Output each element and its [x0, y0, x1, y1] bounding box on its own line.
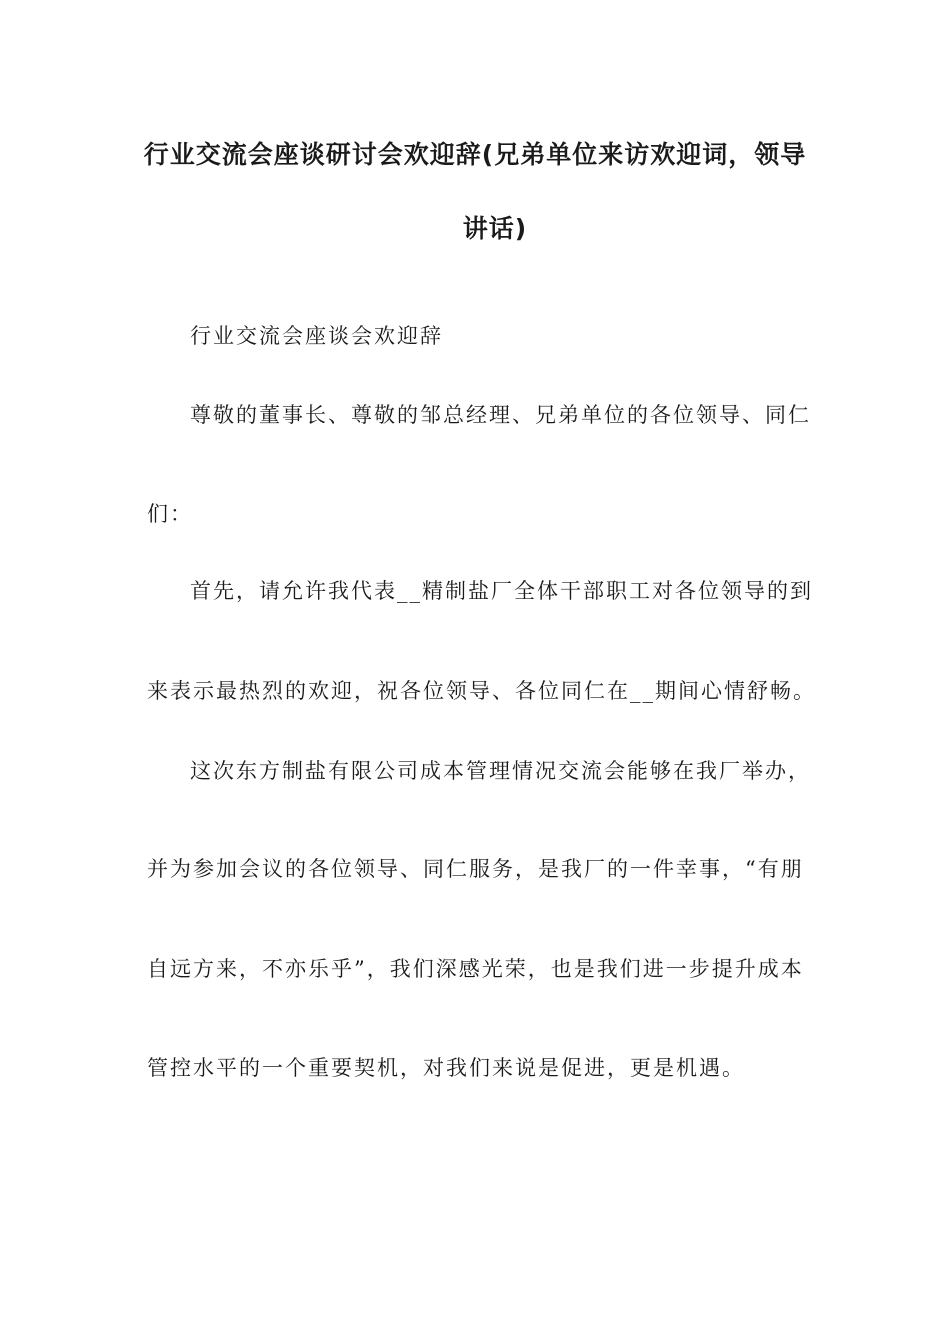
paragraph-2-line-1: 这次东方制盐有限公司成本管理情况交流会能够在我厂举办， — [190, 759, 811, 783]
paragraph-2-line-2: 并为参加会议的各位领导、同仁服务，是我厂的一件幸事，“有朋 — [147, 857, 804, 881]
paragraph-2-line-3: 自远方来，不亦乐乎”，我们深感光荣，也是我们进一步提升成本 — [147, 957, 804, 981]
paragraph-2-line-4: 管控水平的一个重要契机，对我们来说是促进，更是机遇。 — [147, 1056, 745, 1080]
document-title-line-1: 行业交流会座谈研讨会欢迎辞(兄弟单位来访欢迎词，领导 — [143, 140, 807, 169]
subheading: 行业交流会座谈会欢迎辞 — [190, 324, 443, 348]
paragraph-1-line-2: 来表示最热烈的欢迎，祝各位领导、各位同仁在__期间心情舒畅。 — [147, 679, 816, 703]
greeting-line-end: 们： — [147, 502, 193, 526]
document-title-line-2: 讲话) — [462, 214, 528, 243]
greeting-line: 尊敬的董事长、尊敬的邹总经理、兄弟单位的各位领导、同仁 — [190, 403, 811, 427]
paragraph-1-line-1: 首先，请允许我代表__精制盐厂全体干部职工对各位领导的到 — [190, 579, 813, 603]
